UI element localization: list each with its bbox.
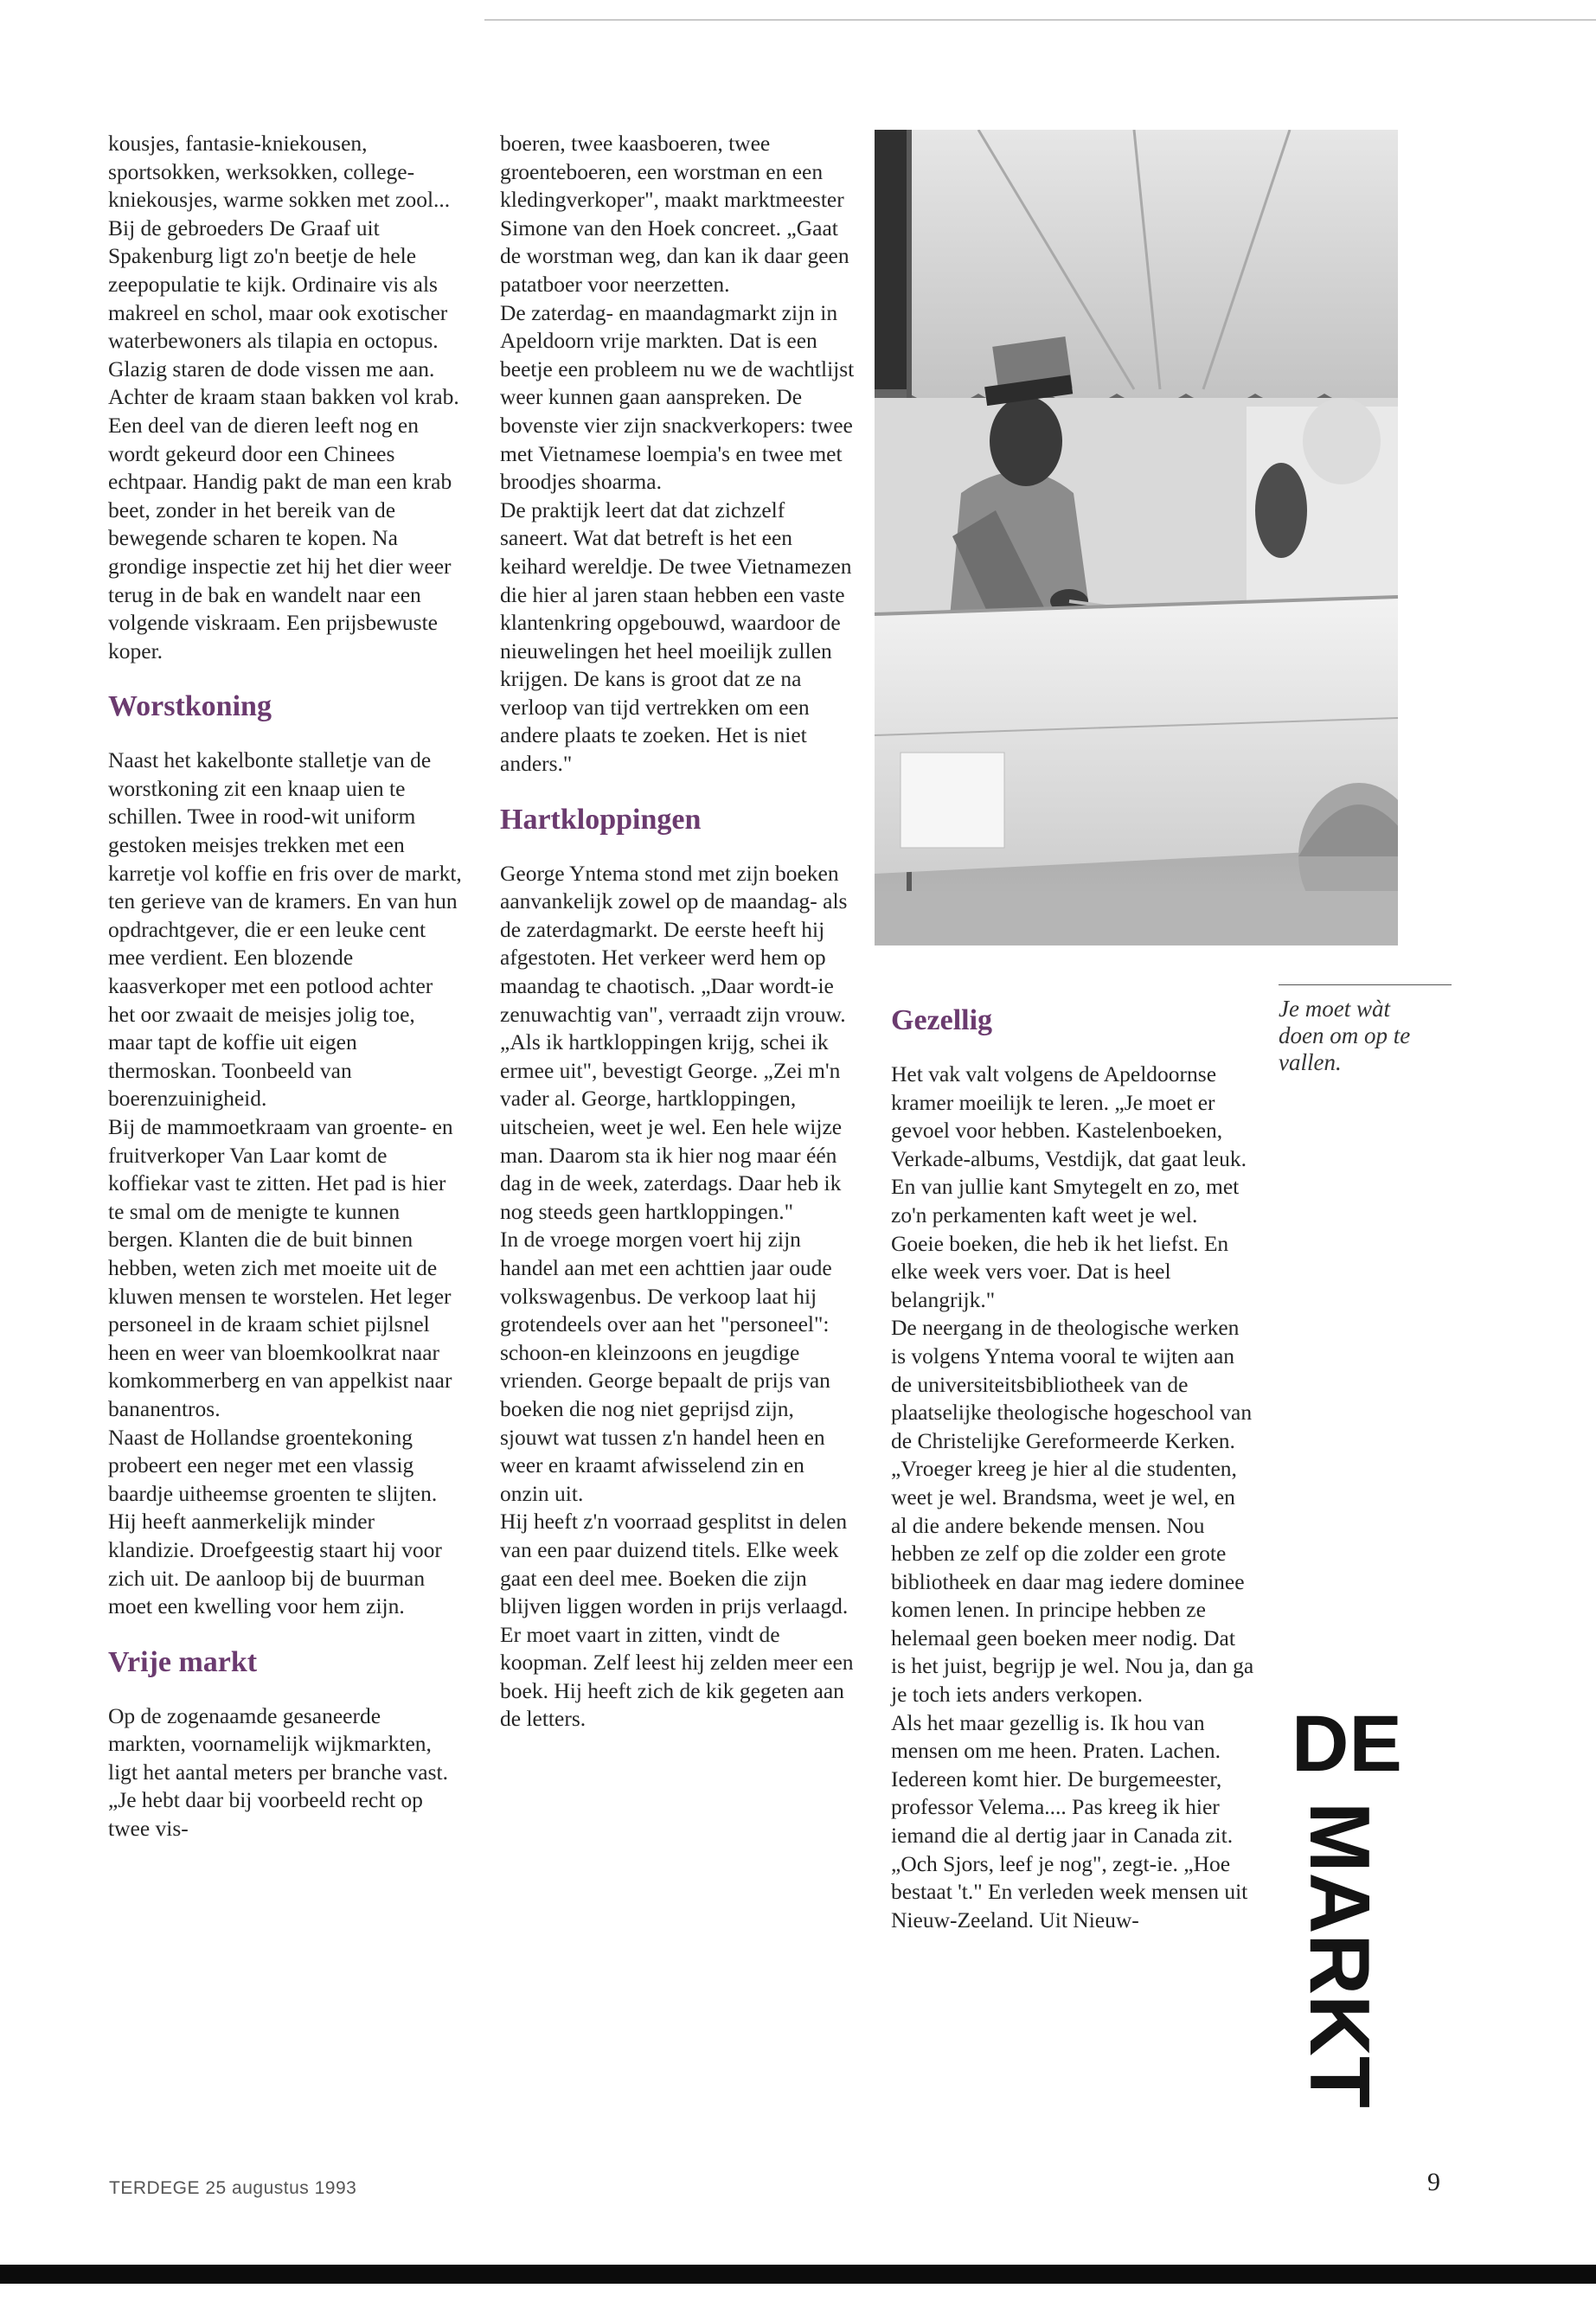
column-3 <box>891 1003 1254 1934</box>
page-number: 9 <box>1427 2168 1440 2196</box>
paragraph: George Yntema stond met zijn boeken aanvankelijk zowel op de maandag- als de zaterdagmarkt. De eerste heeft hij afgestoten. Het verkeer werd hem op maandag te chaotisch. „Daar wordt-ie zenuwachtig van", verraadt zijn vrouw. „Als ik hartkloppingen krijg, schei ik ermee uit", bevestigt George. „Zei m'n vader al. George, hartkloppingen, uitscheien, weet je wel. Een hele wijze man. Daarom sta ik hier nog maar één dag in de week, zaterdags. Daar heb ik nog steeds geen hartkloppingen." <box>500 860 848 1224</box>
section-title-de: DE <box>1292 1708 1402 1788</box>
section-title-markt: MARKT <box>1292 1802 1388 2108</box>
pull-quote <box>1279 984 1452 1076</box>
pull-quote-line: doen om op te <box>1279 1022 1411 1048</box>
paragraph: De praktijk leert dat dat zichzelf saneert. Wat dat betreft is het een keihard wereldje. De twee Vietnamezen die hier al jaren staan hebben een vaste klantenkring opgebouwd, waardoor de nieuwelingen het heel moeilijk zullen krijgen. De kans is groot dat ze na verloop van tijd vertrekken om een andere plaats te zoeken. Het is niet anders." <box>500 497 852 777</box>
paragraph: Naast de Hollandse groentekoning probeert een neger met een vlassig baardje uitheemse groenten te slijten. Hij heeft aanmerkelijk minder klandizie. Droefgeestig staart hij voor zich uit. De aanloop bij de buurman moet een kwelling voor hem zijn. <box>108 1424 442 1619</box>
column-1 <box>108 130 463 1843</box>
paragraph: Bij de gebroeders De Graaf uit Spakenburg ligt zo'n beetje de hele zeepopulatie te kijk. Ordinaire vis als makreel en schol, maar ook exotischer waterbewoners als tilapia en octopus. Glazig staren de dode vissen me aan. Achter de kraam staan bakken vol krab. Een deel van de dieren leeft nog en wordt gekeurd door een Chinees echtpaar. Handig pakt de man een krab beet, zonder in het bereik van de bewegende scharen te kopen. Na grondige inspectie zet hij het dier weer terug in de bak en wandelt naar een volgende viskraam. Een prijsbewuste koper. <box>108 215 459 663</box>
pull-quote-line: Je moet wàt <box>1279 996 1390 1022</box>
paragraph: De neergang in de theologische werken is volgens Yntema vooral te wijten aan de universiteitsbibliotheek van de plaatselijke theologische hogeschool van de Christelijke Gereformeerde Kerken. „Vroeger kreeg je hier al die studenten, weet je wel. Brandsma, weet je wel, en al die andere bekende mensen. Nou hebben ze zelf op die zolder een grote bibliotheek en daar mag iedere dominee komen lenen. In principe hebben ze helemaal geen boeken meer nodig. Dat is het juist, begrijp je wel. Nou ja, dan ga je toch iets anders verkopen. <box>891 1315 1254 1708</box>
paragraph: De zaterdag- en maandagmarkt zijn in Apeldoorn vrije markten. Dat is een beetje een probleem nu we de wachtlijst weer kunnen gaan aanspreken. De bovenste vier zijn snackverkopers: twee met Vietnamese loempia's en twee met broodjes shoarma. <box>500 299 855 495</box>
paragraph: Hij heeft z'n voorraad gesplitst in delen van een paar duizend titels. Elke week gaat een deel mee. Boeken die zijn blijven liggen worden in prijs verlaagd. Er moet vaart in zitten, vindt de koopman. Zelf leest hij zelden meer een boek. Hij heeft zich de kik gegeten aan de letters. <box>500 1509 854 1732</box>
paragraph: Bij de mammoetkraam van groente- en fruitverkoper Van Laar komt de koffiekar vast te zitten. Het pad is hier te smal om de menigte te kunnen bergen. Klanten die de buit binnen hebben, weten zich met moeite uit de kluwen mensen te worstelen. Het leger personeel in de kraam schiet pijlsnel heen en weer van bloemkoolkrat naar komkommerberg en van appelkist naar bananentros. <box>108 1114 453 1421</box>
paragraph: Het vak valt volgens de Apeldoornse kramer moeilijk te leren. „Je moet er gevoel voor hebben. Kastelenboeken, Verkade-albums, Vestdijk, dat gaat leuk. En van jullie kant Smytegelt en zo, met zo'n perkamenten kaft weet je wel. Goeie boeken, die heb ik het liefst. En elke week vers voer. Dat is heel belangrijk." <box>891 1061 1247 1312</box>
paragraph: Naast het kakelbonte stalletje van de worstkoning zit een knaap uien te schillen. Twee in rood-wit uniform gestoken meisjes trekken met een karretje vol koffie en fris over de markt, ten gerieve van de kramers. En van hun opdrachtgever, die er een leuke cent mee verdient. Een blozende kaasverkoper met een potlood achter het oor zwaait de meisjes jolig toe, maar tapt de koffie uit eigen thermoskan. Toonbeeld van boerenzuinigheid. <box>108 747 462 1112</box>
subheading-vrije-markt: Vrije markt <box>108 1645 258 1678</box>
paragraph: In de vroege morgen voert hij zijn handel aan met een achttien jaar oude volkswagenbus. De verkoop laat hij grotendeels over aan het "personeel": schoon-en kleinzoons en jeugdige vrienden. George bepaalt de prijs van boeken die nog niet geprijsd zijn, sjouwt wat tussen z'n handel heen en weer en kraamt afwisselend zin en onzin uit. <box>500 1227 832 1506</box>
bottom-rule <box>0 2265 1596 2284</box>
paragraph: Als het maar gezellig is. Ik hou van mensen om me heen. Praten. Lachen. Iedereen komt hier. De burgemeester, professor Velema.... Pas kreeg ik hier iemand die al dertig jaar in Canada zit. „Och Sjors, leef je nog", zegt-ie. „Hoe bestaat 't." En verleden week mensen uit Nieuw-Zeeland. Uit Nieuw- <box>891 1709 1248 1932</box>
paragraph: boeren, twee kaasboeren, twee groenteboeren, een worstman en een kledingverkoper", maakt marktmeester Simone van den Hoek concreet. „Gaat de worstman weg, dan kan ik daar geen patatboer voor neerzetten. <box>500 131 849 297</box>
paragraph: Op de zogenaamde gesaneerde markten, voornamelijk wijkmarkten, ligt het aantal meters per branche vast. „Je hebt daar bij voorbeeld recht op twee vis- <box>108 1702 448 1842</box>
section-title <box>1292 1708 1413 2227</box>
paragraph: kousjes, fantasie-kniekousen, sportsokken, werksokken, college-kniekousjes, warme sokken met zool... <box>108 131 451 213</box>
pull-quote-line: vallen. <box>1279 1049 1342 1075</box>
publication-footer: TERDEGE 25 augustus 1993 <box>109 2178 357 2198</box>
subheading-hartkloppingen: Hartkloppingen <box>500 803 702 836</box>
subheading-gezellig: Gezellig <box>891 1004 993 1036</box>
subheading-worstkoning: Worstkoning <box>108 690 272 723</box>
column-2 <box>500 130 855 1734</box>
top-rule <box>484 19 1596 21</box>
market-stall-photo <box>875 130 1398 945</box>
